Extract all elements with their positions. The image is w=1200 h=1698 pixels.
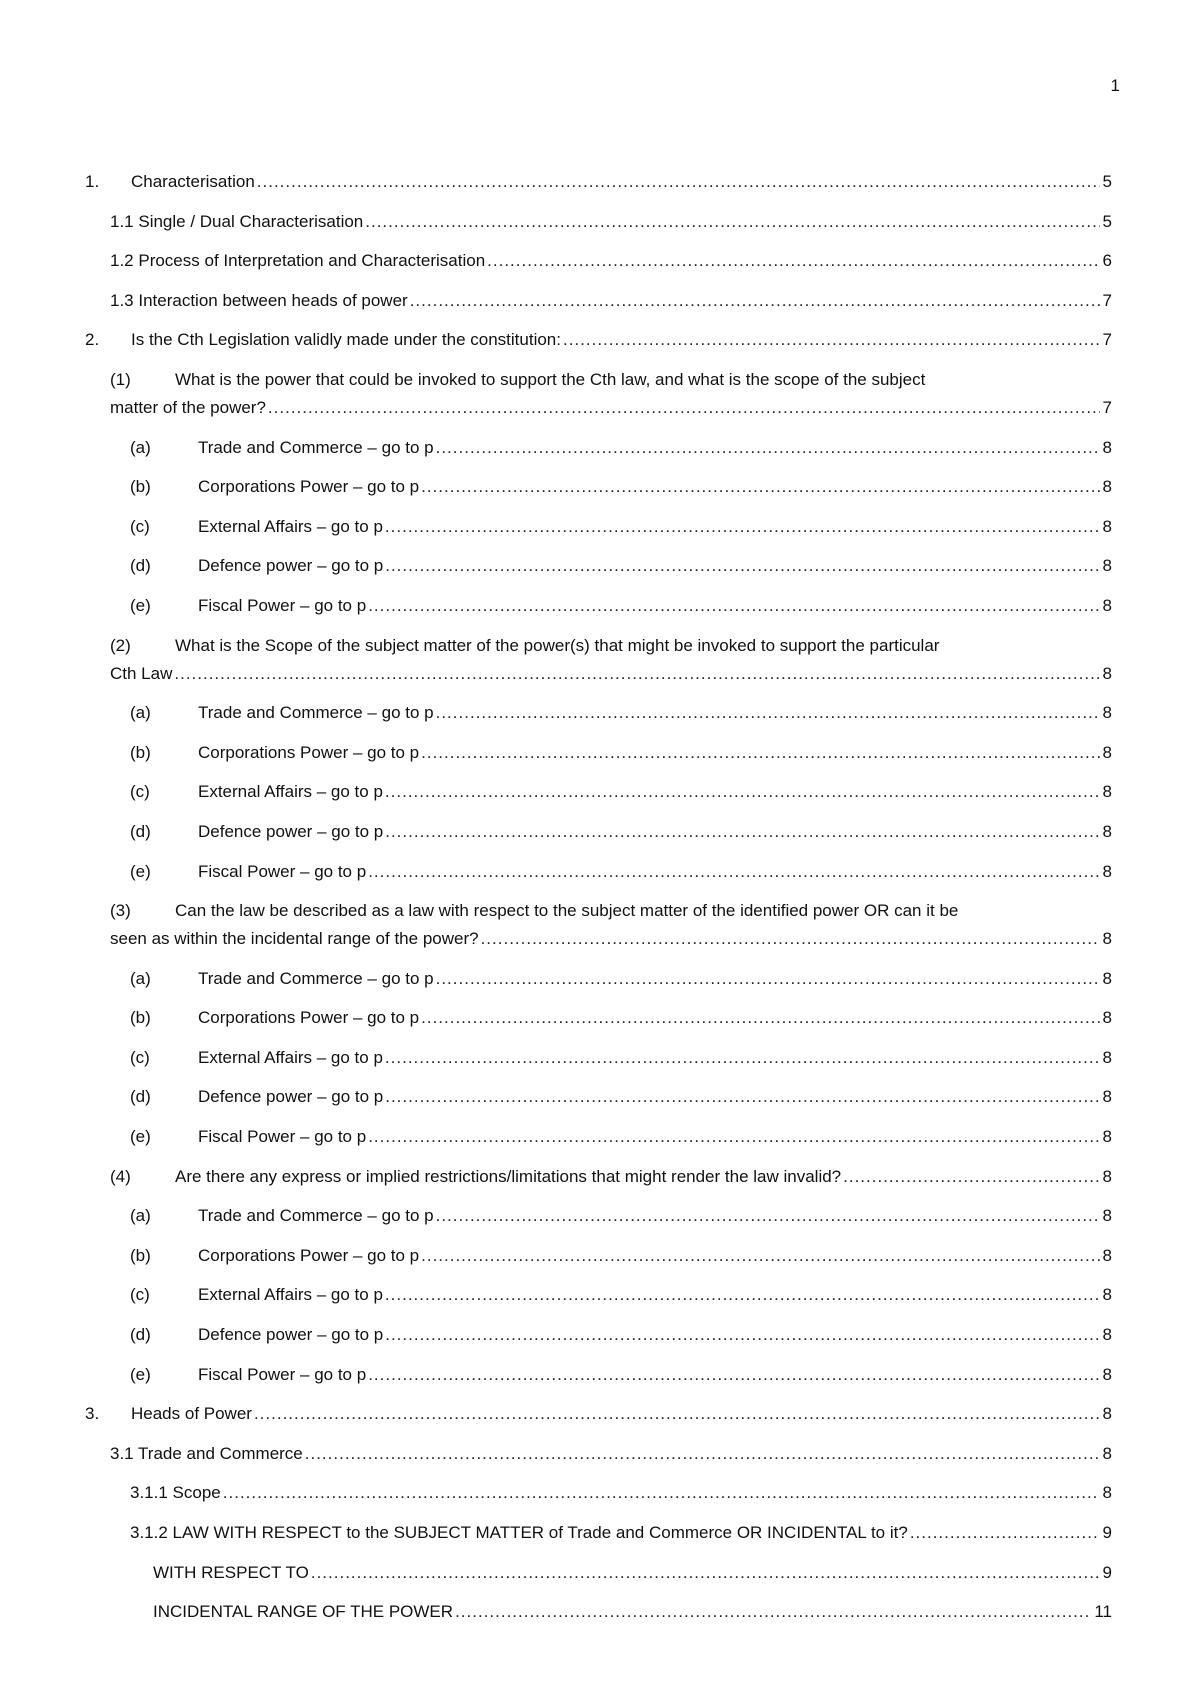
- toc-entry-page: 8: [1102, 556, 1112, 576]
- dot-leader: [368, 1123, 1100, 1151]
- toc-entry-title: 1.3 Interaction between heads of power: [110, 290, 408, 310]
- toc-entry-characterisation[interactable]: [0, 168, 1200, 196]
- dot-leader: [385, 818, 1100, 846]
- toc-entry-title-continued: seen as within the incidental range of the power?: [110, 929, 479, 949]
- toc-entry-title: Fiscal Power – go to p: [198, 1364, 367, 1384]
- toc-entry-number: (b): [130, 477, 151, 497]
- dot-leader: [385, 1083, 1100, 1111]
- toc-entry-page: 8: [1102, 1245, 1112, 1265]
- toc-entry-page: 8: [1102, 861, 1112, 881]
- toc-entry-page: 11: [1094, 1602, 1112, 1622]
- toc-entry-title: INCIDENTAL RANGE OF THE POWER: [153, 1602, 454, 1622]
- toc-entry-title: Corporations Power – go to p: [198, 742, 420, 762]
- toc-entry-law-with-respect[interactable]: [0, 1519, 1200, 1547]
- toc-entry-title: Trade and Commerce – go to p: [198, 1206, 434, 1226]
- dot-leader: [436, 434, 1100, 462]
- toc-entry-title: Corporations Power – go to p: [198, 477, 420, 497]
- toc-entry-number: (a): [130, 703, 151, 723]
- dot-leader: [421, 1004, 1100, 1032]
- toc-entry-title: External Affairs – go to p: [198, 1047, 383, 1067]
- toc-entry-page: 8: [1102, 782, 1112, 802]
- toc-entry-number: (c): [130, 782, 150, 802]
- toc-entry-question-1[interactable]: [0, 366, 1200, 422]
- dot-leader: [410, 287, 1100, 315]
- toc-entry-page: 8: [1102, 477, 1112, 497]
- toc-entry-title: Is the Cth Legislation validly made under the constitution:: [131, 330, 561, 350]
- toc-entry-title: Trade and Commerce – go to p: [198, 437, 434, 457]
- toc-entry-page: 8: [1102, 1087, 1112, 1107]
- dot-leader: [365, 208, 1100, 236]
- dot-leader: [385, 1321, 1100, 1349]
- toc-entry-page: 6: [1102, 251, 1112, 271]
- toc-entry-page: 5: [1102, 172, 1112, 191]
- toc-entry-title: 3.1 Trade and Commerce: [110, 1443, 303, 1463]
- dot-leader: [455, 1598, 1092, 1626]
- toc-entry-title: Corporations Power – go to p: [198, 1245, 420, 1265]
- dot-leader: [421, 739, 1100, 767]
- toc-entry-trade-commerce[interactable]: [0, 1440, 1200, 1468]
- toc-subentry[interactable]: [0, 1004, 1200, 1032]
- toc-subentry[interactable]: [0, 1321, 1200, 1349]
- dot-leader: [385, 1044, 1100, 1072]
- toc-subentry[interactable]: [0, 1202, 1200, 1230]
- dot-leader: [385, 1281, 1100, 1309]
- table-of-contents: [0, 168, 1200, 1638]
- toc-subentry[interactable]: [0, 592, 1200, 620]
- dot-leader: [421, 473, 1100, 501]
- toc-subentry[interactable]: [0, 1044, 1200, 1072]
- dot-leader: [385, 778, 1100, 806]
- toc-entry-number: (a): [130, 968, 151, 988]
- toc-entry-title: Heads of Power: [131, 1404, 252, 1424]
- toc-subentry[interactable]: [0, 1123, 1200, 1151]
- toc-entry-number: (d): [130, 1087, 151, 1107]
- toc-entry-title: Trade and Commerce – go to p: [198, 703, 434, 723]
- dot-leader: [487, 247, 1100, 275]
- toc-entry-number: (b): [130, 1008, 151, 1028]
- dot-leader: [268, 394, 1100, 422]
- toc-entry-page: 7: [1102, 397, 1112, 417]
- toc-entry-page: 7: [1102, 330, 1112, 350]
- toc-entry-number: 3.: [85, 1404, 100, 1424]
- toc-entry-number: 2.: [85, 330, 100, 350]
- dot-leader: [436, 699, 1100, 727]
- toc-entry-page: 8: [1102, 821, 1112, 841]
- toc-entry-number: (c): [130, 516, 150, 536]
- toc-entry-process[interactable]: [0, 247, 1200, 275]
- toc-entry-number: (d): [130, 556, 151, 576]
- toc-entry-with-respect-to[interactable]: [0, 1559, 1200, 1587]
- toc-entry-page: 8: [1102, 1166, 1112, 1186]
- dot-leader: [436, 1202, 1100, 1230]
- toc-entry-title: External Affairs – go to p: [198, 782, 383, 802]
- toc-entry-page: 8: [1102, 1127, 1112, 1147]
- toc-entry-page: 8: [1102, 1443, 1112, 1463]
- toc-entry-number: (c): [130, 1047, 150, 1067]
- toc-entry-page: 8: [1102, 929, 1112, 949]
- toc-entry-title: Defence power – go to p: [198, 1325, 384, 1345]
- toc-entry-title-continued: matter of the power?: [110, 397, 266, 417]
- page-number: 1: [1110, 76, 1120, 95]
- toc-entry-title: External Affairs – go to p: [198, 1285, 383, 1305]
- toc-entry-page: 7: [1102, 290, 1112, 310]
- toc-entry-page: 8: [1102, 663, 1112, 683]
- toc-subentry[interactable]: [0, 552, 1200, 580]
- toc-subentry[interactable]: [0, 1083, 1200, 1111]
- toc-entry-number: (4): [110, 1166, 131, 1186]
- dot-leader: [385, 552, 1100, 580]
- toc-entry-number: (c): [130, 1285, 150, 1305]
- toc-entry-number: (b): [130, 742, 151, 762]
- toc-entry-page: 8: [1102, 1364, 1112, 1384]
- toc-entry-cth-legislation[interactable]: [0, 326, 1200, 354]
- toc-entry-title: 3.1.1 Scope: [130, 1483, 221, 1503]
- toc-subentry[interactable]: [0, 699, 1200, 727]
- toc-entry-page: 8: [1102, 1047, 1112, 1067]
- dot-leader: [311, 1559, 1100, 1587]
- toc-entry-page: 8: [1102, 742, 1112, 762]
- toc-entry-title: Fiscal Power – go to p: [198, 861, 367, 881]
- toc-entry-number: (e): [130, 1364, 151, 1384]
- toc-entry-number: (e): [130, 861, 151, 881]
- toc-entry-title: Are there any express or implied restrictions/limitations that might render the law invalid?: [175, 1166, 842, 1186]
- toc-entry-title: Defence power – go to p: [198, 821, 384, 841]
- dot-leader: [254, 1400, 1100, 1428]
- toc-entry-title: Trade and Commerce – go to p: [198, 968, 434, 988]
- toc-entry-page: 8: [1102, 1325, 1112, 1345]
- dot-leader: [421, 1242, 1100, 1270]
- toc-entry-number: (2): [110, 635, 131, 655]
- toc-entry-title: Corporations Power – go to p: [198, 1008, 420, 1028]
- toc-subentry[interactable]: [0, 473, 1200, 501]
- toc-entry-incidental-range[interactable]: [0, 1598, 1200, 1626]
- dot-leader: [305, 1440, 1100, 1468]
- toc-subentry[interactable]: [0, 1361, 1200, 1389]
- toc-entry-scope[interactable]: [0, 1479, 1200, 1507]
- toc-subentry[interactable]: [0, 965, 1200, 993]
- toc-entry-question-3[interactable]: [0, 897, 1200, 953]
- dot-leader: [368, 1361, 1100, 1389]
- toc-entry-title: 1.1 Single / Dual Characterisation: [110, 211, 364, 231]
- toc-entry-title: WITH RESPECT TO: [153, 1562, 309, 1582]
- toc-entry-page: 8: [1102, 1206, 1112, 1226]
- toc-entry-title: Can the law be described as a law with respect to the subject matter of the identified power OR can it be: [175, 901, 959, 921]
- dot-leader: [257, 168, 1100, 196]
- toc-subentry[interactable]: [0, 818, 1200, 846]
- toc-subentry[interactable]: [0, 434, 1200, 462]
- toc-entry-title: 1.2 Process of Interpretation and Characterisation: [110, 251, 486, 271]
- toc-entry-heads-of-power[interactable]: [0, 1400, 1200, 1428]
- toc-entry-title: Characterisation: [131, 172, 255, 191]
- toc-entry-title: Defence power – go to p: [198, 1087, 384, 1107]
- toc-entry-page: 8: [1102, 703, 1112, 723]
- dot-leader: [563, 326, 1100, 354]
- toc-entry-number: (a): [130, 1206, 151, 1226]
- toc-entry-title: External Affairs – go to p: [198, 516, 383, 536]
- toc-entry-number: (e): [130, 595, 151, 615]
- toc-subentry[interactable]: [0, 1242, 1200, 1270]
- dot-leader: [385, 513, 1100, 541]
- toc-entry-page: 8: [1102, 1404, 1112, 1424]
- toc-entry-title: What is the Scope of the subject matter of the power(s) that might be invoked to support the particular: [175, 635, 940, 655]
- toc-subentry[interactable]: [0, 1281, 1200, 1309]
- toc-subentry[interactable]: [0, 739, 1200, 767]
- toc-entry-page: 8: [1102, 516, 1112, 536]
- toc-entry-number: 1.: [85, 172, 100, 191]
- dot-leader: [368, 592, 1100, 620]
- toc-entry-single-dual[interactable]: [0, 208, 1200, 236]
- toc-entry-page: 8: [1102, 1285, 1112, 1305]
- toc-subentry[interactable]: [0, 858, 1200, 886]
- toc-entry-number: (3): [110, 901, 131, 921]
- toc-entry-page: 8: [1102, 1483, 1112, 1503]
- dot-leader: [843, 1163, 1100, 1191]
- toc-entry-title: What is the power that could be invoked to support the Cth law, and what is the scope of the subject: [175, 369, 926, 389]
- toc-entry-number: (e): [130, 1127, 151, 1147]
- toc-entry-title: Fiscal Power – go to p: [198, 1127, 367, 1147]
- toc-entry-title: Defence power – go to p: [198, 556, 384, 576]
- dot-leader: [368, 858, 1100, 886]
- toc-entry-page: 8: [1102, 968, 1112, 988]
- toc-entry-question-2[interactable]: [0, 632, 1200, 688]
- toc-entry-page: 8: [1102, 1008, 1112, 1028]
- toc-entry-number: (d): [130, 821, 151, 841]
- toc-entry-question-4[interactable]: [0, 1163, 1200, 1191]
- toc-entry-title-continued: Cth Law: [110, 663, 173, 683]
- toc-entry-page: 5: [1102, 211, 1112, 231]
- toc-subentry[interactable]: [0, 513, 1200, 541]
- toc-entry-number: (d): [130, 1325, 151, 1345]
- toc-entry-page: 9: [1102, 1562, 1112, 1582]
- toc-entry-page: 8: [1102, 595, 1112, 615]
- dot-leader: [223, 1479, 1100, 1507]
- toc-subentry[interactable]: [0, 778, 1200, 806]
- dot-leader: [481, 925, 1100, 953]
- toc-entry-title: 3.1.2 LAW WITH RESPECT to the SUBJECT MATTER of Trade and Commerce OR INCIDENTAL to it?: [130, 1523, 908, 1542]
- toc-entry-number: (1): [110, 369, 131, 389]
- toc-entry-title: Fiscal Power – go to p: [198, 595, 367, 615]
- dot-leader: [436, 965, 1100, 993]
- toc-entry-number: (a): [130, 437, 151, 457]
- toc-entry-interaction[interactable]: [0, 287, 1200, 315]
- toc-entry-page: 8: [1102, 437, 1112, 457]
- dot-leader: [910, 1519, 1100, 1547]
- toc-entry-page: 9: [1102, 1523, 1112, 1542]
- dot-leader: [174, 660, 1100, 688]
- toc-entry-number: (b): [130, 1245, 151, 1265]
